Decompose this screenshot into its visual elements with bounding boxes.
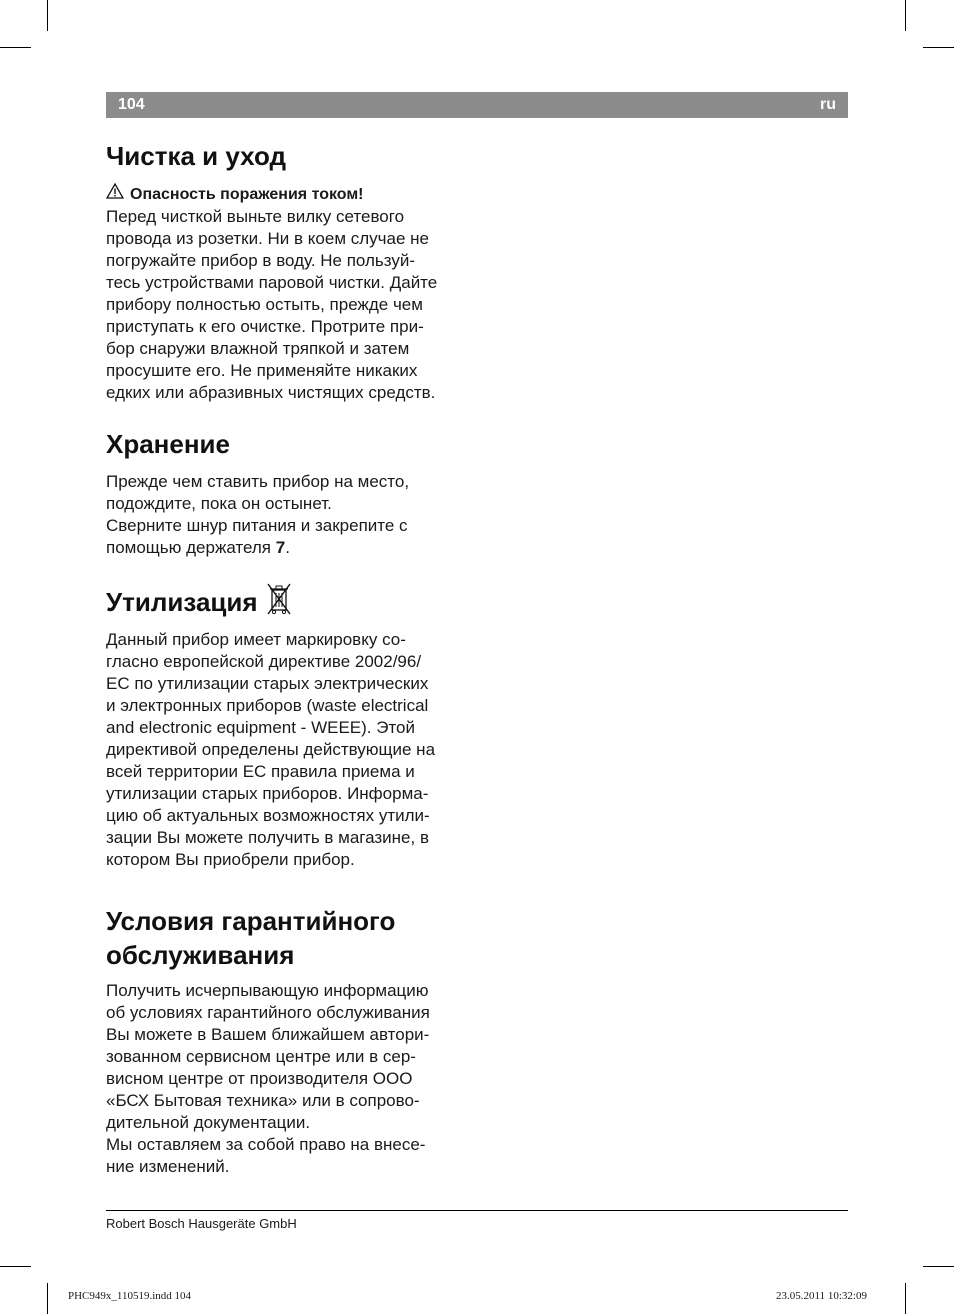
page-number: 104 — [118, 96, 145, 113]
page-header-bar — [106, 92, 848, 118]
warning-triangle-icon — [106, 183, 130, 206]
text-line: EC по утилизации старых электрических — [106, 674, 429, 693]
section-title-line: обслуживания — [106, 940, 295, 970]
text-line: дительной документации. — [106, 1113, 311, 1132]
crop-mark — [47, 0, 48, 31]
text-line: утилизации старых приборов. Информа- — [106, 784, 429, 803]
text-line: об условиях гарантийного обслуживания — [106, 1003, 430, 1022]
text-line: погружайте прибор в воду. Не пользуй- — [106, 251, 416, 270]
section-disposal — [106, 582, 478, 871]
text-fragment: . — [285, 538, 290, 557]
text-line: директивой определены действующие на — [106, 740, 436, 759]
text-line: всей территории ЕС правила приема и — [106, 762, 415, 781]
text-fragment: помощью держателя — [106, 538, 276, 557]
text-line: ние изменений. — [106, 1157, 230, 1176]
section-cleaning — [106, 139, 478, 404]
text-line: and electronic equipment - WEEE). Этой — [106, 718, 415, 737]
section-title-line: Условия гарантийного — [106, 906, 396, 936]
language-code: ru — [820, 96, 836, 113]
crop-mark — [0, 47, 31, 48]
text-line: Вы можете в Вашем ближайшем автори- — [106, 1025, 430, 1044]
text-line: зованном сервисном центре или в сер- — [106, 1047, 416, 1066]
part-reference: 7 — [275, 538, 286, 557]
section-title: Хранение — [106, 429, 230, 459]
section-warranty — [106, 904, 478, 1178]
print-slug-file: PHC949x_110519.indd 104 — [68, 1290, 192, 1302]
text-line: Получить исчерпывающую информацию — [106, 981, 429, 1000]
footer-company: Robert Bosch Hausgeräte GmbH — [106, 1216, 297, 1231]
text-line — [106, 537, 478, 559]
text-line: «БСХ Бытовая техника» или в сопрово- — [106, 1091, 420, 1110]
text-line: тесь устройствами паровой чистки. Дайте — [106, 273, 438, 292]
text-line: и электронных приборов (waste electrical — [106, 696, 429, 715]
text-line: котором Вы приобрели прибор. — [106, 850, 355, 869]
disposal-heading — [106, 582, 478, 621]
text-line: зации Вы можете получить в магазине, в — [106, 828, 429, 847]
text-line: цию об актуальных возможностях утили- — [106, 806, 430, 825]
text-line: просушите его. Не применяйте никаких — [106, 361, 418, 380]
print-slug-date: 23.05.2011 10:32:09 — [776, 1290, 867, 1302]
section-storage — [106, 427, 478, 559]
text-line: гласно европейской директиве 2002/96/ — [106, 652, 422, 671]
text-line: Прежде чем ставить прибор на место, — [106, 472, 410, 491]
crop-mark — [923, 47, 954, 48]
crop-mark — [47, 1283, 48, 1314]
warning-heading — [106, 183, 478, 206]
text-line: Перед чисткой выньте вилку сетевого — [106, 207, 405, 226]
cleaning-text — [106, 206, 478, 404]
text-line: Сверните шнур питания и закрепите с — [106, 516, 408, 535]
warning-title: Опасность поражения током! — [130, 185, 364, 203]
text-line: Данный прибор имеет маркировку со- — [106, 630, 406, 649]
text-line: прибору полностью остыть, прежде чем — [106, 295, 423, 314]
crossed-out-bin-icon — [266, 582, 292, 621]
text-line: провода из розетки. Ни в коем случае не — [106, 229, 429, 248]
footer-divider — [106, 1210, 848, 1211]
crop-mark — [0, 1266, 31, 1267]
text-line: едких или абразивных чистящих средств. — [106, 383, 436, 402]
text-line: подождите, пока он остынет. — [106, 494, 332, 513]
text-line: висном центре от производителя ООО — [106, 1069, 413, 1088]
section-title: Утилизация — [106, 586, 258, 617]
section-title: Чистка и уход — [106, 141, 286, 171]
crop-mark — [905, 1283, 906, 1314]
crop-mark — [923, 1266, 954, 1267]
text-line: Мы оставляем за собой право на внесе- — [106, 1135, 426, 1154]
text-line: приступать к его очистке. Протрите при- — [106, 317, 424, 336]
crop-mark — [905, 0, 906, 31]
text-line: бор снаружи влажной тряпкой и затем — [106, 339, 410, 358]
